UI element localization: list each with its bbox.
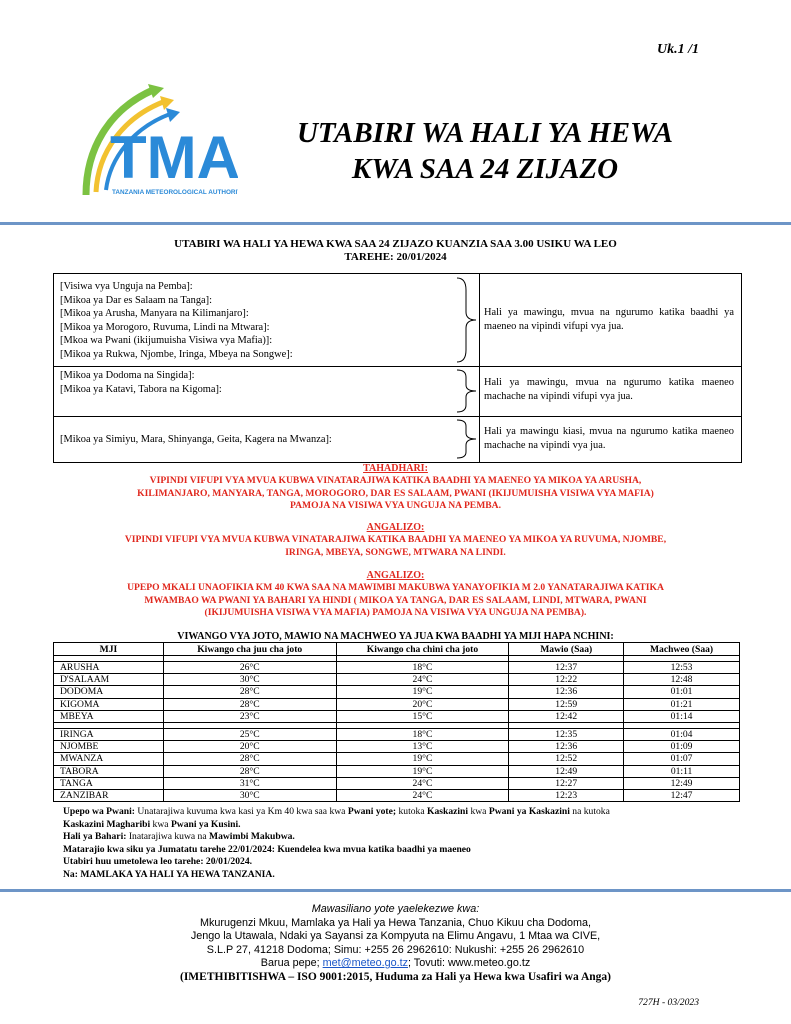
value-cell: 24°C [336, 777, 509, 789]
contact-footer [0, 903, 791, 984]
value-cell: 12:42 [509, 710, 624, 722]
value-cell: 12:53 [624, 662, 740, 674]
outlook-note: Matarajio kwa siku ya Jumatatu tarehe 22/01/2024: Kuendelea kwa mvua katika baadhi ya maeneo [63, 843, 471, 855]
table-header-row [54, 643, 740, 656]
forecast-row [54, 274, 741, 367]
value-cell: 25°C [163, 728, 336, 740]
title-line-2: KWA SAA 24 ZIJAZO [351, 153, 619, 185]
city-cell: IRINGA [54, 728, 164, 740]
logo-subtext: TANZANIA METEOROLOGICAL AUTHORITY [112, 189, 238, 196]
forecast-subtitle [0, 238, 791, 264]
table-row [54, 686, 740, 698]
forecast-description: Hali ya mawingu kiasi, mvua na ngurumo katika maeneo machache na vipindi vya jua. [484, 426, 734, 451]
region-line: [Mikoa ya Rukwa, Njombe, Iringa, Mbeya na Songwe]: [60, 348, 293, 360]
forecast-row [54, 366, 741, 417]
table-row [54, 741, 740, 753]
sea-state-note: Hali ya Bahari: Inatarajiwa kuwa na Mawimbi Makubwa. [63, 831, 295, 843]
value-cell: 18°C [336, 662, 509, 674]
email-link[interactable]: met@meteo.go.tz [322, 957, 408, 969]
region-line: [Mkoa wa Pwani (ikijumuisha Visiwa vya Mafia)]: [60, 335, 273, 346]
temperature-table [53, 642, 740, 802]
region-line: [Mikoa ya Simiyu, Mara, Shinyanga, Geita, Kagera na Mwanza]: [60, 434, 332, 445]
value-cell: 12:48 [624, 674, 740, 686]
city-cell: NJOMBE [54, 741, 164, 753]
table-row [54, 662, 740, 674]
column-header: Kiwango cha juu cha joto [163, 643, 336, 656]
forecast-table [53, 273, 742, 463]
table-row [54, 698, 740, 710]
value-cell: 12:52 [509, 753, 624, 765]
advisory-block [60, 522, 731, 559]
footer-intro: Mawasiliano yote yaelekezwe kwa: [311, 903, 480, 915]
warning-line: VIPINDI VIFUPI VYA MVUA KUBWA VINATARAJIWA KATIKA BAADHI YA MAENEO YA MIKOA YA ARUSHA, [149, 475, 642, 487]
value-cell: 19°C [336, 765, 509, 777]
value-cell: 30°C [163, 789, 336, 801]
region-line: [Visiwa vya Unguja na Pemba]: [60, 281, 193, 292]
region-line: [Mikoa ya Morogoro, Ruvuma, Lindi na Mtwara]: [60, 321, 270, 333]
table-row [54, 789, 740, 801]
value-cell: 12:27 [509, 777, 624, 789]
coastal-wind-note-cont: Kaskazini Magharibi kwa Pwani ya Kusini. [63, 818, 241, 830]
value-cell: 18°C [336, 728, 509, 740]
value-cell: 31°C [163, 777, 336, 789]
city-cell: TABORA [54, 765, 164, 777]
city-cell: TANGA [54, 777, 164, 789]
value-cell: 01:01 [624, 686, 740, 698]
forecast-description: Hali ya mawingu, mvua na ngurumo katika maeneo machache na vipindi vifupi vya jua. [484, 377, 734, 402]
value-cell: 20°C [163, 741, 336, 753]
value-cell: 28°C [163, 698, 336, 710]
value-cell: 01:07 [624, 753, 740, 765]
footer-address-line: Mkurugenzi Mkuu, Mamlaka ya Hali ya Hewa Tanzania, Chuo Kikuu cha Dodoma, [199, 916, 592, 929]
value-cell: 01:09 [624, 741, 740, 753]
table-row [54, 765, 740, 777]
value-cell: 20°C [336, 698, 509, 710]
value-cell: 19°C [336, 753, 509, 765]
temperature-table-title: VIWANGO VYA JOTO, MAWIO NA MACHWEO YA JUA KWA BAADHI YA MIJI HAPA NCHINI: [177, 631, 614, 642]
title-line-1: UTABIRI WA HALI YA HEWA [296, 117, 674, 149]
document-title [255, 115, 715, 187]
value-cell: 15°C [336, 710, 509, 722]
value-cell: 23°C [163, 710, 336, 722]
city-cell: MBEYA [54, 710, 164, 722]
region-line: [Mikoa ya Arusha, Manyara na Kilimanjaro]: [60, 308, 249, 319]
table-row [54, 674, 740, 686]
advisory-heading: ANGALIZO: [366, 570, 425, 581]
advisory-line: (IKIJUMUISHA VISIWA VYA MAFIA) PAMOJA NA VISIWA VYA UNGUJA NA PEMBA). [204, 606, 587, 618]
advisory-line: MWAMBAO WA PWANI YA BAHARI YA HINDI ( MIKOA YA TANGA, DAR ES SALAAM, LINDI, MTWARA, PWANI [144, 594, 647, 606]
value-cell: 12:49 [624, 777, 740, 789]
value-cell: 12:59 [509, 698, 624, 710]
value-cell: 12:49 [509, 765, 624, 777]
advisory-line: VIPINDI VIFUPI VYA MVUA KUBWA VINATARAJIWA KATIKA BAADHI YA MAENEO YA MIKOA YA RUVUMA, NJOMBE, [124, 534, 667, 546]
value-cell: 12:37 [509, 662, 624, 674]
value-cell: 01:21 [624, 698, 740, 710]
brace-icon [454, 418, 480, 460]
issued-note: Utabiri huu umetolewa leo tarehe: 20/01/2024. [63, 856, 253, 868]
logo-text: TMA [110, 124, 238, 191]
city-cell: DODOMA [54, 686, 164, 698]
brace-icon [454, 276, 480, 364]
footer-address-line: Jengo la Utawala, Ndaki ya Sayansi za Kompyuta na Elimu Angavu, 1 Mtaa wa CIVE, [190, 930, 601, 942]
advisory-line: IRINGA, MBEYA, SONGWE, MTWARA NA LINDI. [285, 546, 506, 558]
value-cell: 12:35 [509, 728, 624, 740]
page-number: Uk.1 /1 [657, 42, 699, 57]
value-cell: 28°C [163, 753, 336, 765]
value-cell: 12:36 [509, 686, 624, 698]
footer-rule [0, 889, 791, 892]
forecast-description: Hali ya mawingu, mvua na ngurumo katika baadhi ya maeneo na vipindi vifupi vya jua. [484, 307, 734, 332]
region-line: [Mikoa ya Katavi, Tabora na Kigoma]: [60, 383, 222, 395]
city-cell: D'SALAAM [54, 674, 164, 686]
issuer-note: Na: MAMLAKA YA HALI YA HEWA TANZANIA. [63, 868, 275, 880]
table-row [54, 753, 740, 765]
footer-address-line: S.L.P 27, 41218 Dodoma; Simu: +255 26 2962610: Nukushi: +255 26 2962610 [206, 943, 585, 956]
advisory-heading: ANGALIZO: [366, 522, 425, 533]
notes-block [63, 806, 723, 882]
value-cell: 12:23 [509, 789, 624, 801]
value-cell: 01:04 [624, 728, 740, 740]
subtitle-date: TAREHE: 20/01/2024 [344, 251, 447, 263]
column-header: Mawio (Saa) [509, 643, 624, 656]
warning-line: PAMOJA NA VISIWA VYA UNGUJA NA PEMBA. [289, 499, 501, 511]
city-cell: KIGOMA [54, 698, 164, 710]
value-cell: 12:22 [509, 674, 624, 686]
value-cell: 24°C [336, 674, 509, 686]
advisory-line: UPEPO MKALI UNAOFIKIA KM 40 KWA SAA NA MAWIMBI MAKUBWA YANAYOFIKIA M 2.0 YANATARAJIWA KATIKA [127, 582, 664, 594]
value-cell: 28°C [163, 765, 336, 777]
column-header: Machweo (Saa) [624, 643, 740, 656]
value-cell: 24°C [336, 789, 509, 801]
value-cell: 12:47 [624, 789, 740, 801]
forecast-row [54, 416, 741, 462]
region-line: [Mikoa ya Dar es Salaam na Tanga]: [60, 294, 212, 306]
city-cell: MWANZA [54, 753, 164, 765]
column-header: Kiwango cha chini cha joto [336, 643, 509, 656]
warning-block [60, 463, 731, 512]
value-cell: 13°C [336, 741, 509, 753]
value-cell: 19°C [336, 686, 509, 698]
value-cell: 01:14 [624, 710, 740, 722]
certification: (IMETHIBITISHWA – ISO 9001:2015, Huduma za Hali ya Hewa kwa Usafiri wa Anga) [180, 970, 611, 983]
value-cell: 01:11 [624, 765, 740, 777]
column-header: MJI [54, 643, 164, 656]
value-cell: 28°C [163, 686, 336, 698]
warning-heading: TAHADHARI: [363, 463, 428, 474]
coastal-wind-note: Upepo wa Pwani: Unatarajiwa kuvuma kwa kasi ya Km 40 kwa saa kwa Pwani yote; kutoka Kaskazini kwa Pwani ya Kaskazini na kutoka [63, 806, 610, 817]
table-row [54, 728, 740, 740]
subtitle-line-1: UTABIRI WA HALI YA HEWA KWA SAA 24 ZIJAZO KUANZIA SAA 3.00 USIKU WA LEO [174, 238, 617, 250]
value-cell: 30°C [163, 674, 336, 686]
footer-contact-line: Barua pepe; met@meteo.go.tz; Tovuti: www.meteo.go.tz [260, 957, 531, 969]
value-cell: 26°C [163, 662, 336, 674]
header-rule [0, 222, 791, 225]
brace-icon [454, 368, 480, 414]
value-cell: 12:36 [509, 741, 624, 753]
tma-logo [78, 80, 238, 205]
advisory-block [60, 570, 731, 619]
table-row [54, 710, 740, 722]
warning-line: KILIMANJARO, MANYARA, TANGA, MOROGORO, DAR ES SALAAM, PWANI (IKIJUMUISHA VISIWA VYA MAFIA) [137, 487, 654, 499]
city-cell: ZANZIBAR [54, 789, 164, 801]
table-row [54, 777, 740, 789]
region-line: [Mikoa ya Dodoma na Singida]: [60, 370, 195, 381]
form-code: 727H - 03/2023 [638, 997, 699, 1008]
city-cell: ARUSHA [54, 662, 164, 674]
